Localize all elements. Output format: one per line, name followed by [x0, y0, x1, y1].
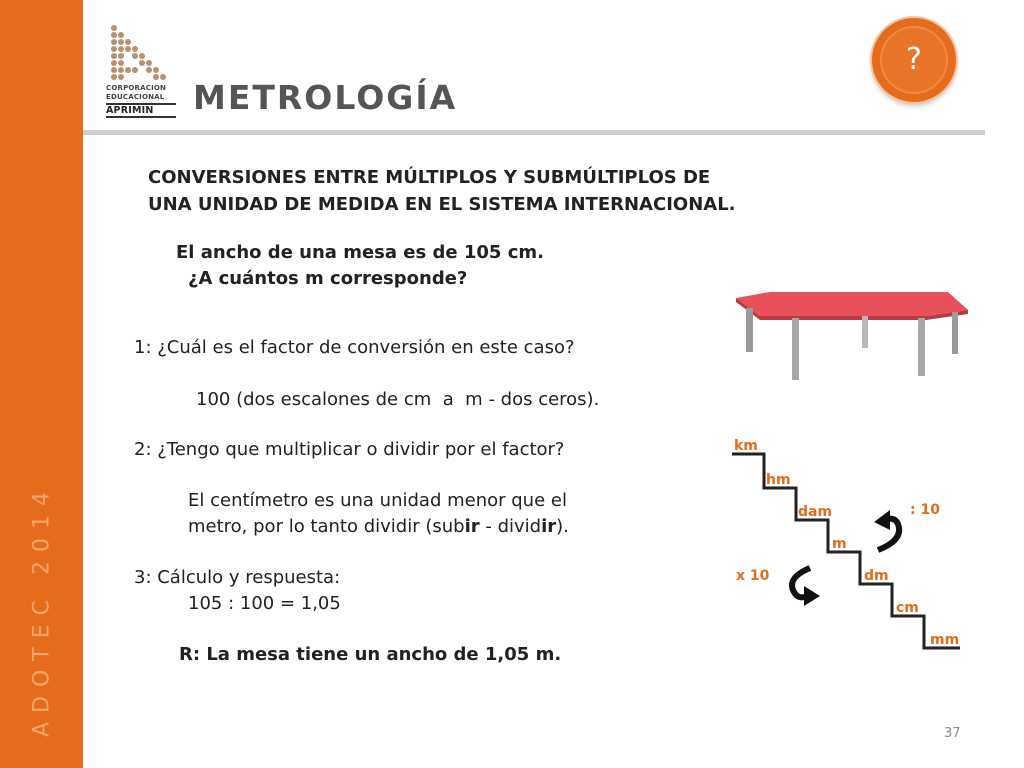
final-answer: R: La mesa tiene un ancho de 1,05 m. [179, 644, 562, 665]
unit-km: km [734, 438, 758, 454]
multiply-label: x 10 [736, 568, 770, 584]
divider [83, 130, 985, 135]
unit-m: m [832, 536, 847, 552]
problem-question: ¿A cuántos m corresponde? [188, 268, 468, 289]
logo-brand: APRIMIN [106, 103, 176, 118]
step3-answer: 105 : 100 = 1,05 [188, 593, 341, 614]
step3-question: 3: Cálculo y respuesta: [134, 567, 341, 588]
sidebar-vertical-text: ADOTEC 2014 [29, 483, 55, 737]
step2-question: 2: ¿Tengo que multiplicar o dividir por el factor? [134, 439, 565, 460]
unit-mm: mm [930, 632, 960, 648]
problem-statement: El ancho de una mesa es de 105 cm. [176, 242, 544, 263]
step2-answer-line2 [188, 516, 569, 538]
help-icon: ? [906, 42, 922, 77]
step2-answer-line1: El centímetro es una unidad menor que el [188, 490, 567, 511]
unit-hm: hm [766, 472, 791, 488]
help-button[interactable] [872, 18, 956, 102]
unit-stairs-diagram [728, 432, 968, 664]
page-title: METROLOGÍA [193, 78, 458, 117]
logo-text-line2: EDUCACIONAL [106, 93, 165, 101]
divide-label: : 10 [910, 502, 940, 518]
step2-text-a: metro, por lo tanto dividir (sub [188, 516, 465, 537]
heading-line2: UNA UNIDAD DE MEDIDA EN EL SISTEMA INTERNACIONAL. [148, 194, 736, 215]
heading-line1: CONVERSIONES ENTRE MÚLTIPLOS Y SUBMÚLTIPLOS DE [148, 167, 711, 188]
unit-dam: dam [798, 504, 833, 520]
step1-question: 1: ¿Cuál es el factor de conversión en este caso? [134, 337, 575, 358]
sidebar [0, 0, 83, 768]
page-number: 37 [944, 726, 961, 741]
unit-dm: dm [864, 568, 889, 584]
step2-bold-b: ir [541, 516, 557, 537]
section-heading [148, 164, 736, 218]
logo-text-line1: CORPORACION [106, 84, 167, 92]
step2-bold-a: ir [464, 516, 480, 537]
step2-text-b: - divid [479, 516, 542, 537]
unit-cm: cm [896, 600, 919, 616]
table-image [730, 288, 970, 384]
step2-text-c: ). [556, 516, 569, 537]
step1-answer: 100 (dos escalones de cm a m - dos ceros). [196, 389, 600, 410]
